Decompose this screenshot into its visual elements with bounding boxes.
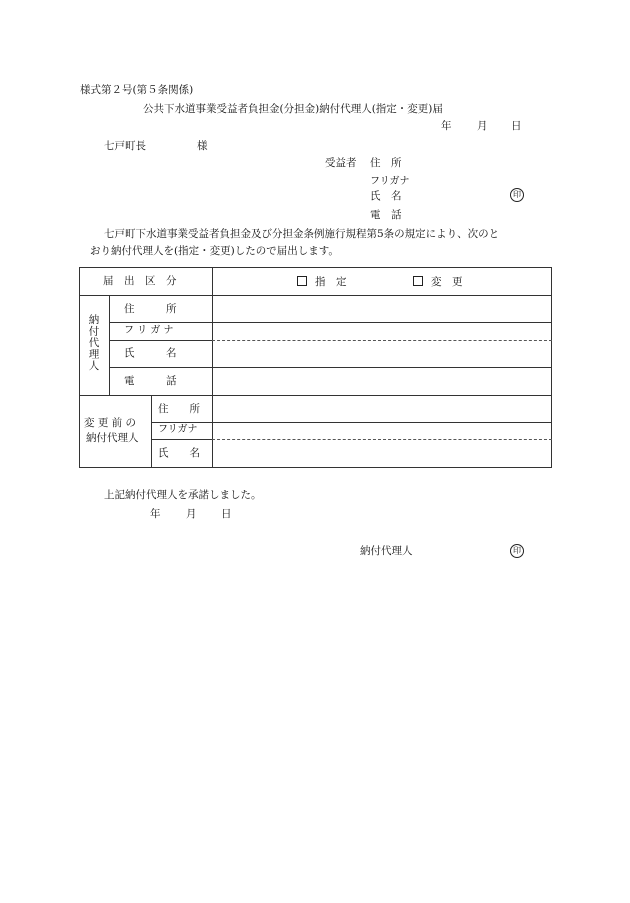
form-title: 公共下水道事業受益者負担金(分担金)納付代理人(指定・変更)届 bbox=[143, 103, 443, 115]
consent-agent-label: 納付代理人 bbox=[360, 545, 413, 557]
agent-phone-label: 電 話 bbox=[124, 375, 177, 387]
date-month: 月 bbox=[477, 120, 488, 132]
prev-group-divider bbox=[151, 395, 152, 468]
consent-text: 上記納付代理人を承諾しました。 bbox=[104, 489, 262, 501]
agent-furigana-label: フ リ ガ ナ bbox=[124, 325, 174, 336]
designate-checkbox[interactable] bbox=[297, 276, 307, 286]
prev-furigana-field[interactable] bbox=[213, 423, 551, 439]
beneficiary-furigana-label: フリガナ bbox=[370, 176, 410, 187]
addressee-suffix: 様 bbox=[197, 140, 208, 152]
row-divider bbox=[151, 439, 212, 440]
agent-phone-field[interactable] bbox=[213, 368, 551, 395]
category-header: 届 出 区 分 bbox=[103, 275, 177, 287]
beneficiary-label: 受益者 bbox=[325, 157, 357, 169]
date-year: 年 bbox=[441, 120, 452, 132]
consent-date-day: 日 bbox=[221, 508, 232, 520]
seal-icon: 印 bbox=[510, 544, 524, 558]
agent-name-field[interactable] bbox=[213, 341, 551, 367]
option-change[interactable] bbox=[413, 276, 463, 288]
option-designate-label: 指 定 bbox=[315, 276, 347, 288]
beneficiary-address-label: 住 所 bbox=[370, 157, 402, 169]
form-number: 様式第２号(第５条関係) bbox=[80, 84, 194, 96]
addressee: 七戸町長 bbox=[104, 140, 146, 152]
beneficiary-name-label: 氏 名 bbox=[370, 190, 402, 202]
agent-group-label: 納付代理人 bbox=[87, 314, 100, 372]
prev-group-label-line1: 変 更 前 の bbox=[84, 417, 137, 429]
prev-furigana-label: フリガナ bbox=[158, 424, 198, 435]
option-designate[interactable] bbox=[297, 276, 347, 288]
date-day: 日 bbox=[511, 120, 522, 132]
prev-address-field[interactable] bbox=[213, 396, 551, 422]
agent-group-divider bbox=[109, 295, 110, 395]
consent-date-year: 年 bbox=[150, 508, 161, 520]
consent-date-month: 月 bbox=[186, 508, 197, 520]
agent-address-field[interactable] bbox=[213, 296, 551, 322]
agent-furigana-field[interactable] bbox=[213, 323, 551, 340]
beneficiary-phone-label: 電 話 bbox=[370, 209, 402, 221]
option-change-label: 変 更 bbox=[431, 276, 463, 288]
row-divider bbox=[109, 340, 212, 341]
agent-address-label: 住 所 bbox=[124, 303, 177, 315]
prev-name-field[interactable] bbox=[213, 440, 551, 467]
prev-group-label-line2: 納付代理人 bbox=[86, 432, 139, 444]
agent-name-label: 氏 名 bbox=[124, 347, 177, 359]
prev-address-label: 住 所 bbox=[158, 403, 200, 415]
body-text-line2: おり納付代理人を(指定・変更)したので届出します。 bbox=[90, 245, 339, 257]
body-text-line1: 七戸町下水道事業受益者負担金及び分担金条例施行規程第5条の規定により、次のと bbox=[104, 228, 500, 240]
seal-icon: 印 bbox=[510, 188, 524, 202]
change-checkbox[interactable] bbox=[413, 276, 423, 286]
prev-name-label: 氏 名 bbox=[158, 447, 200, 459]
